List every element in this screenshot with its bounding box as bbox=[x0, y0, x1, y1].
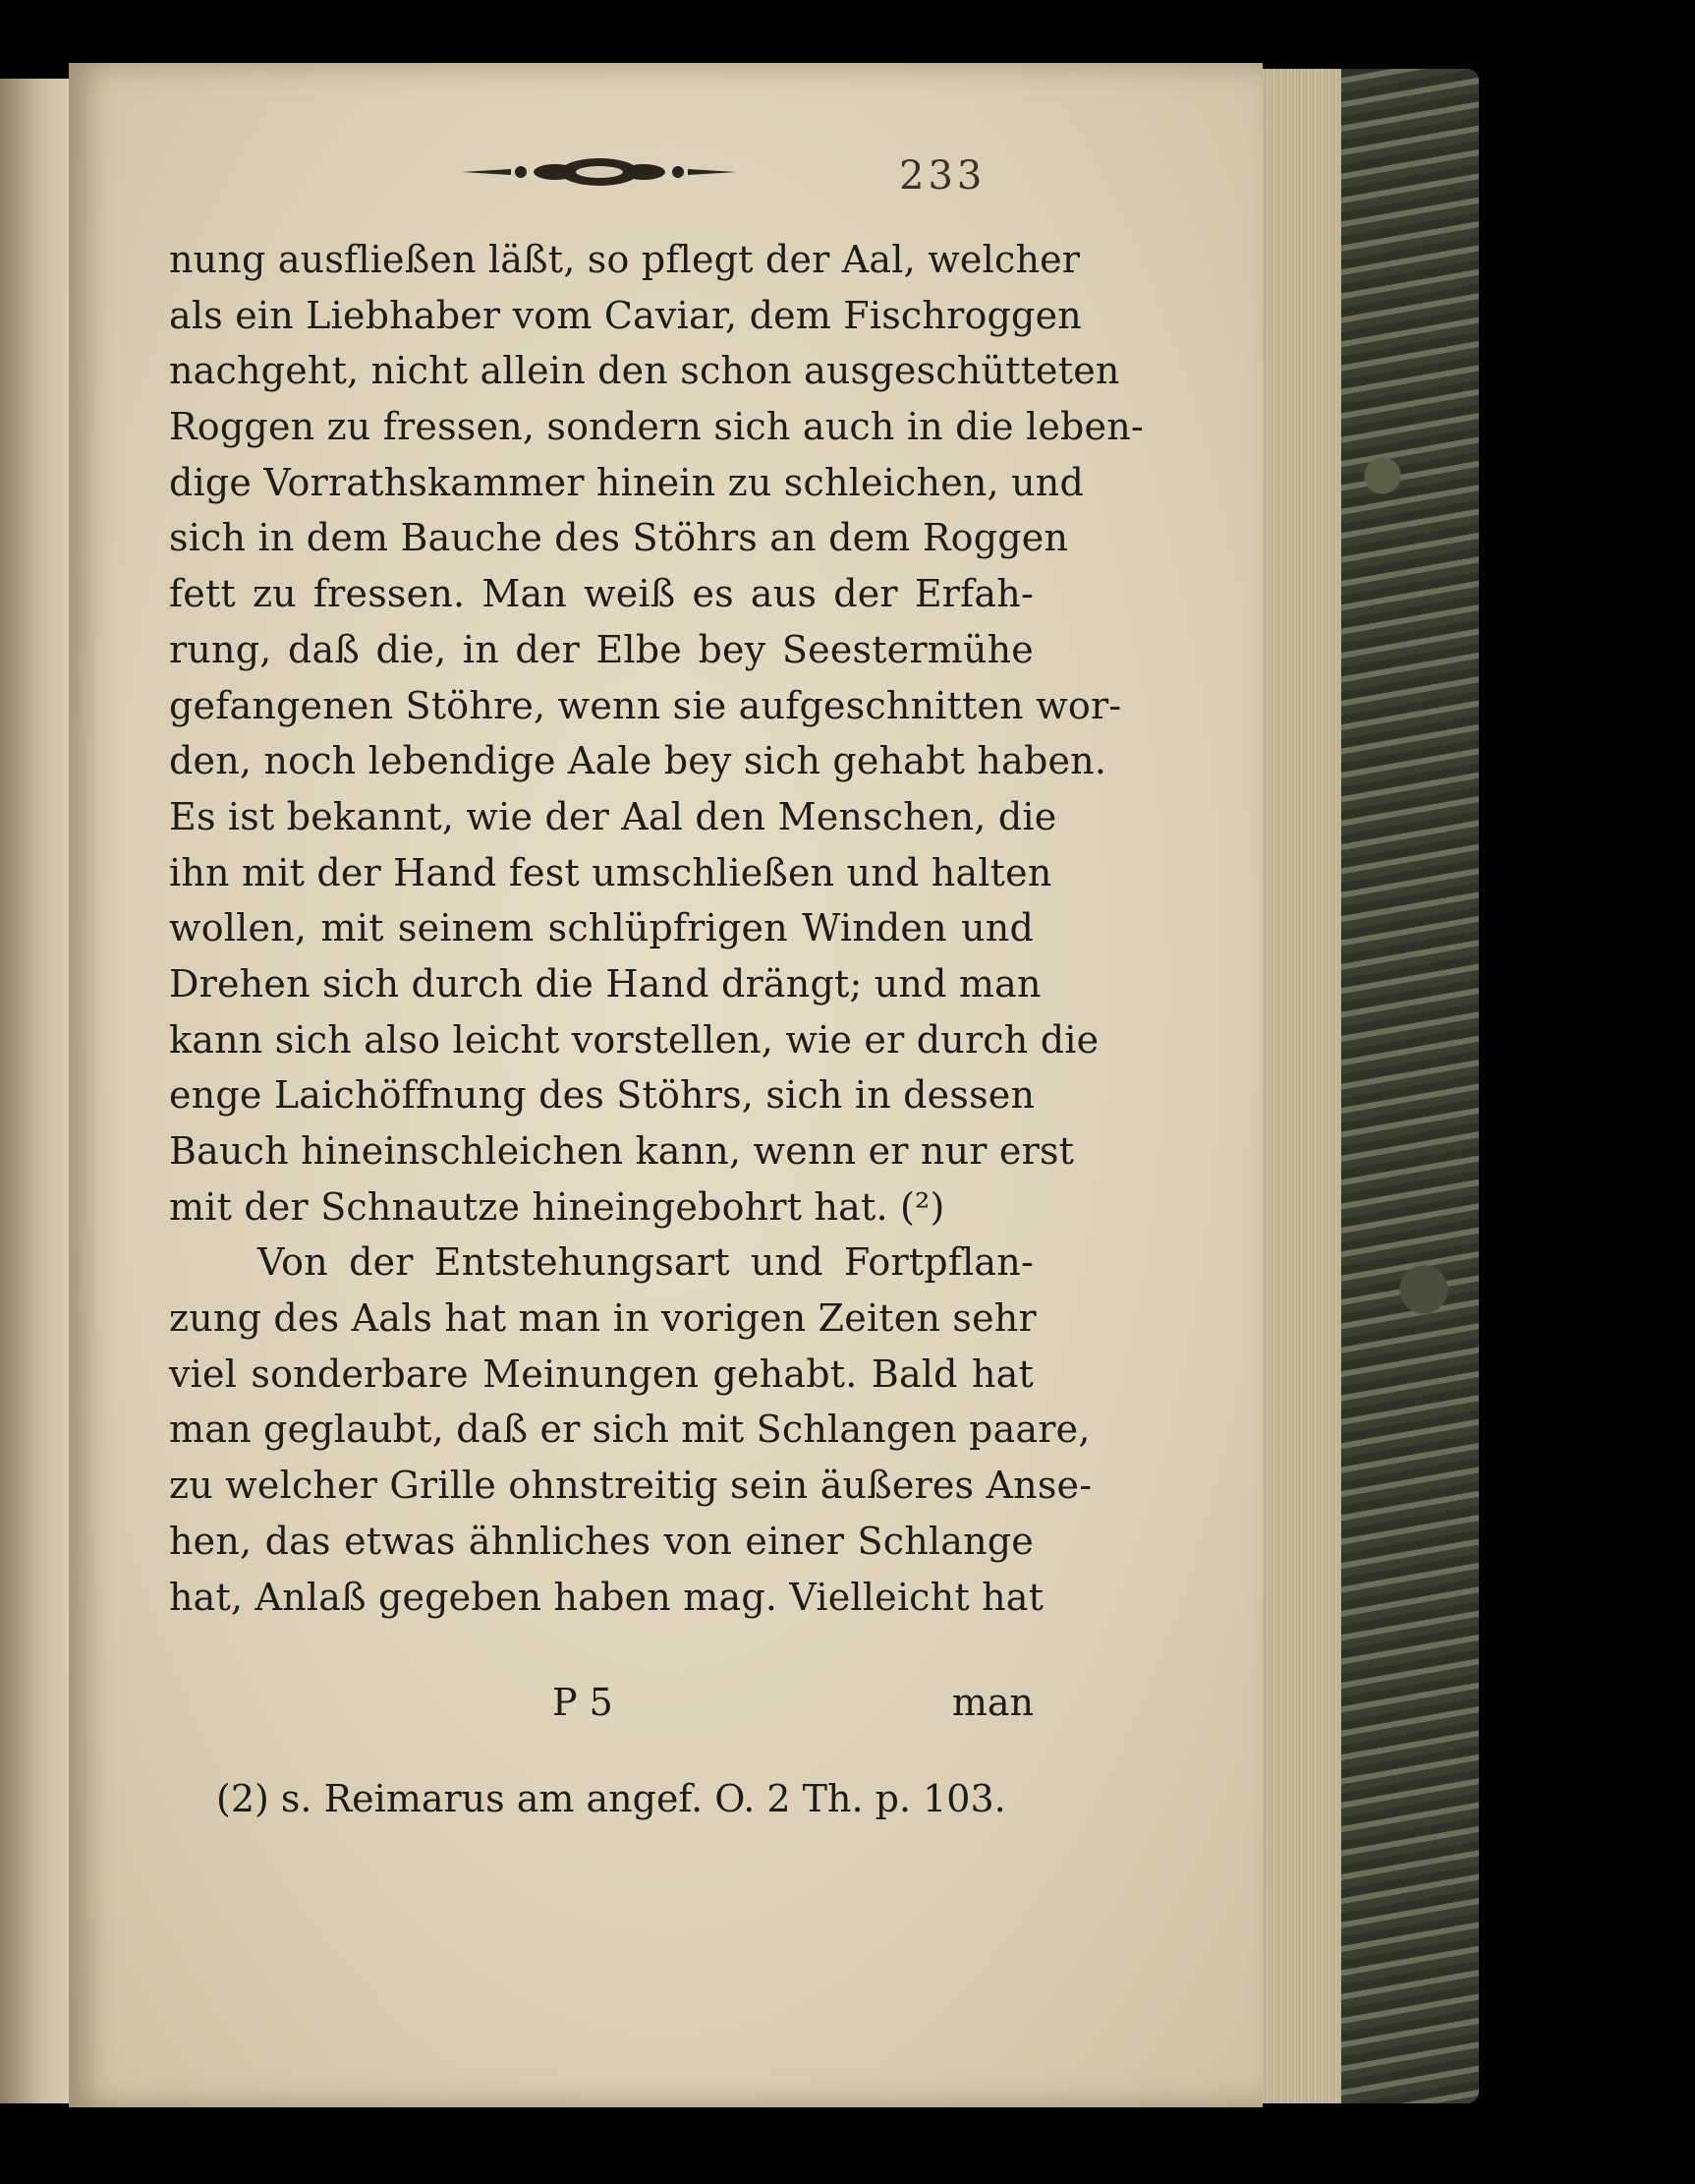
signature-row bbox=[169, 1673, 1034, 1732]
text-line: wollen, mit seinem schlüpfrigen Winden und bbox=[169, 906, 1034, 950]
header-ornament-icon bbox=[452, 147, 747, 197]
page-number: 233 bbox=[899, 153, 987, 199]
text-line: als ein Liebhaber vom Caviar, dem Fischroggen bbox=[169, 293, 1082, 337]
text-line: mit der Schnautze hineingebohrt hat. (²) bbox=[169, 1184, 945, 1229]
text-line: gefangenen Stöhre, wenn sie aufgeschnitten wor- bbox=[169, 683, 1122, 727]
text-line: dige Vorrathskammer hinein zu schleichen, und bbox=[169, 460, 1084, 504]
text-line: Von der Entstehungsart und Fortpflan- bbox=[257, 1240, 1034, 1285]
text-line: viel sonderbare Meinungen gehabt. Bald hat bbox=[169, 1351, 1034, 1396]
signature-mark: P 5 bbox=[552, 1681, 613, 1724]
text-line: zu welcher Grille ohnstreitig sein äußeres Anse- bbox=[169, 1464, 1093, 1508]
text-line: hat, Anlaß gegeben haben mag. Vielleicht hat bbox=[169, 1575, 1045, 1619]
text-line: man geglaubt, daß er sich mit Schlangen paare, bbox=[169, 1408, 1091, 1452]
text-line: sich in dem Bauche des Stöhrs an dem Roggen bbox=[169, 516, 1069, 560]
catchword: man bbox=[951, 1681, 1034, 1724]
text-line: Bauch hineinschleichen kann, wenn er nur erst bbox=[169, 1129, 1075, 1173]
facing-page-edge bbox=[0, 79, 69, 2103]
page-edges bbox=[1263, 69, 1341, 2103]
text-line: zung des Aals hat man in vorigen Zeiten sehr bbox=[169, 1296, 1037, 1341]
text-line: fett zu fressen. Man weiß es aus der Erfah- bbox=[169, 572, 1034, 616]
text-line: nachgeht, nicht allein den schon ausgeschütteten bbox=[169, 349, 1120, 393]
text-line: Roggen zu fressen, sondern sich auch in die leben- bbox=[169, 405, 1144, 449]
text-line: Drehen sich durch die Hand drängt; und man bbox=[169, 961, 1042, 1006]
text-line: nung ausfließen läßt, so pflegt der Aal, welcher bbox=[169, 238, 1081, 281]
text-line: ihn mit der Hand fest umschließen und halten bbox=[169, 850, 1052, 894]
text-line: rung, daß die, in der Elbe bey Seestermühe bbox=[169, 627, 1034, 671]
body-text bbox=[169, 232, 1144, 1625]
text-line: kann sich also leicht vorstellen, wie er durch die bbox=[169, 1017, 1100, 1062]
text-line: enge Laichöffnung des Stöhrs, sich in dessen bbox=[169, 1073, 1036, 1118]
text-line: den, noch lebendige Aale bey sich gehabt haben. bbox=[169, 739, 1107, 783]
marbled-cover bbox=[1341, 69, 1479, 2103]
footnote: (2) s. Reimarus am angef. O. 2 Th. p. 103. bbox=[216, 1777, 1006, 1820]
text-line: hen, das etwas ähnliches von einer Schlange bbox=[169, 1519, 1034, 1563]
text-line: Es ist bekannt, wie der Aal den Menschen, die bbox=[169, 794, 1057, 838]
